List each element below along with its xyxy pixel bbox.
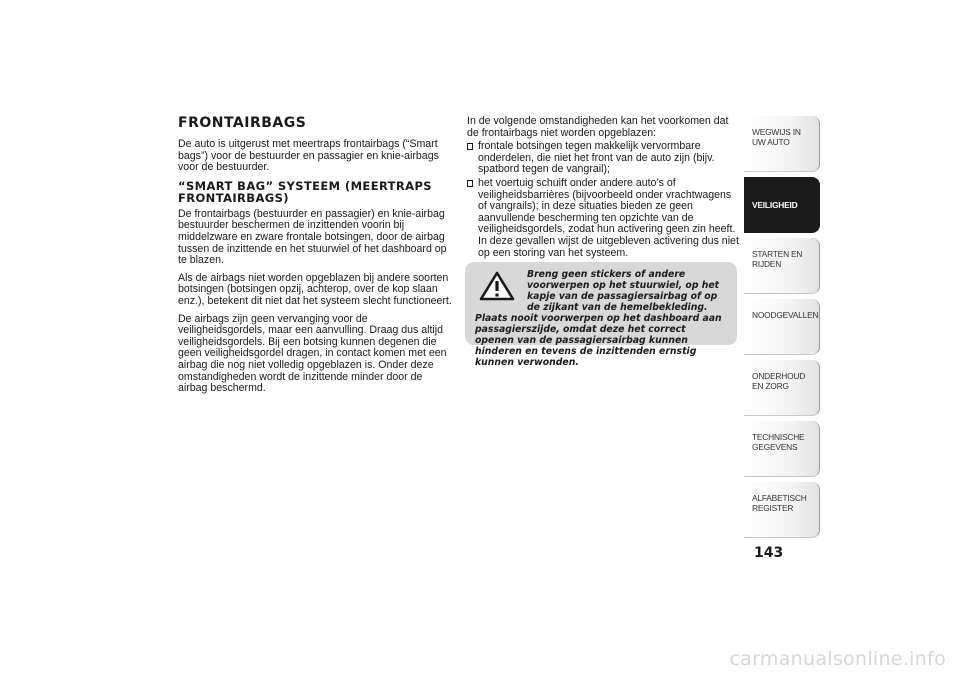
tab-alfabetisch-register[interactable]: ALFABETISCH REGISTER: [744, 482, 820, 538]
checkbox-bullet-icon: [467, 180, 473, 187]
page-number: 143: [754, 545, 784, 561]
warning-text: Breng geen stickers of andere voorwerpen op het stuurwiel, op het kapje van de passagiersairbag of op de zijkant van de hemelbekleding. Plaats nooit voorwerpen op het dashboard aan passagierszijde, omdat deze het correct openen van de passagiersairbag kunnen hinderen en tevens de inzittenden ernstig kunnen verwonden.: [475, 269, 722, 368]
warning-triangle-icon: [479, 271, 515, 301]
tab-onderhoud-en-zorg[interactable]: ONDERHOUD EN ZORG: [744, 360, 820, 416]
watermark: carmanualsonline.info: [729, 648, 946, 670]
tab-technische-gegevens[interactable]: TECHNISCHE GEGEVENS: [744, 421, 820, 477]
checkbox-bullet-icon: [467, 143, 473, 150]
list-item: [467, 141, 741, 176]
body-paragraph: De airbags zijn geen vervanging voor de veiligheidsgordels, maar een aanvulling. Draag dus altijd veiligheidsgordels. Bij een botsing kunnen degenen die geen veiligheidsgordel dragen, in contact komen met een airbag die nog niet volledig opgeblazen is. Onder deze omstandigheden wordt de inzittende minder door de airbag beschermd.: [178, 312, 447, 395]
list-item-text: het voertuig schuift onder andere auto’s of veiligheidsbarrières (bijvoorbeeld onder vrachtwagens of vangrails); in deze situaties bieden ze geen aanvullende bescherming ten opzichte van de veiligheidsgordels, zodat hun activering geen zin heeft. In deze gevallen wijst de uitgebleven activering dus niet op een storing van het systeem.: [478, 176, 739, 259]
body-paragraph: Als de airbags niet worden opgeblazen bij andere soorten botsingen (botsingen opzij, achterop, over de kop slaan enz.), betekent dit niet dat het systeem slecht functioneert.: [178, 271, 452, 307]
tab-veiligheid[interactable]: VEILIGHEID: [744, 177, 820, 233]
section-title: FRONTAIRBAGS: [178, 115, 307, 131]
list-item-text: frontale botsingen tegen makkelijk vervormbare onderdelen, die niet het front van de auto zijn (bijv. spatbord tegen de vangrail);: [478, 140, 715, 176]
body-paragraph: De frontairbags (bestuurder en passagier) en knie-airbag bestuurder beschermen de inzittenden voorin bij middelzware en zware frontale botsingen, door de airbag tussen de inzittende en het stuurwiel of het dashboard op te blazen.: [178, 207, 447, 267]
tab-wegwijs-in-uw-auto[interactable]: WEGWIJS IN UW AUTO: [744, 116, 820, 172]
list-item: [467, 178, 741, 259]
intro-paragraph: De auto is uitgerust met meertraps frontairbags (“Smart bags”) voor de bestuurder en passagier en knie-airbags voor de bestuurder.: [178, 138, 439, 174]
left-column: [178, 116, 452, 401]
warning-box: [465, 262, 737, 368]
conditions-list: [467, 141, 741, 259]
right-column: [467, 116, 741, 261]
tab-starten-en-rijden[interactable]: STARTEN EN RIJDEN: [744, 238, 820, 294]
section-subtitle: “SMART BAG” SYSTEEM (MEERTRAPS FRONTAIRBAGS): [178, 178, 432, 205]
chapter-tabs: [744, 116, 820, 543]
tab-noodgevallen[interactable]: NOODGEVALLEN: [744, 299, 820, 355]
conditions-intro: In de volgende omstandigheden kan het voorkomen dat de frontairbags niet worden opgeblazen:: [467, 115, 729, 139]
